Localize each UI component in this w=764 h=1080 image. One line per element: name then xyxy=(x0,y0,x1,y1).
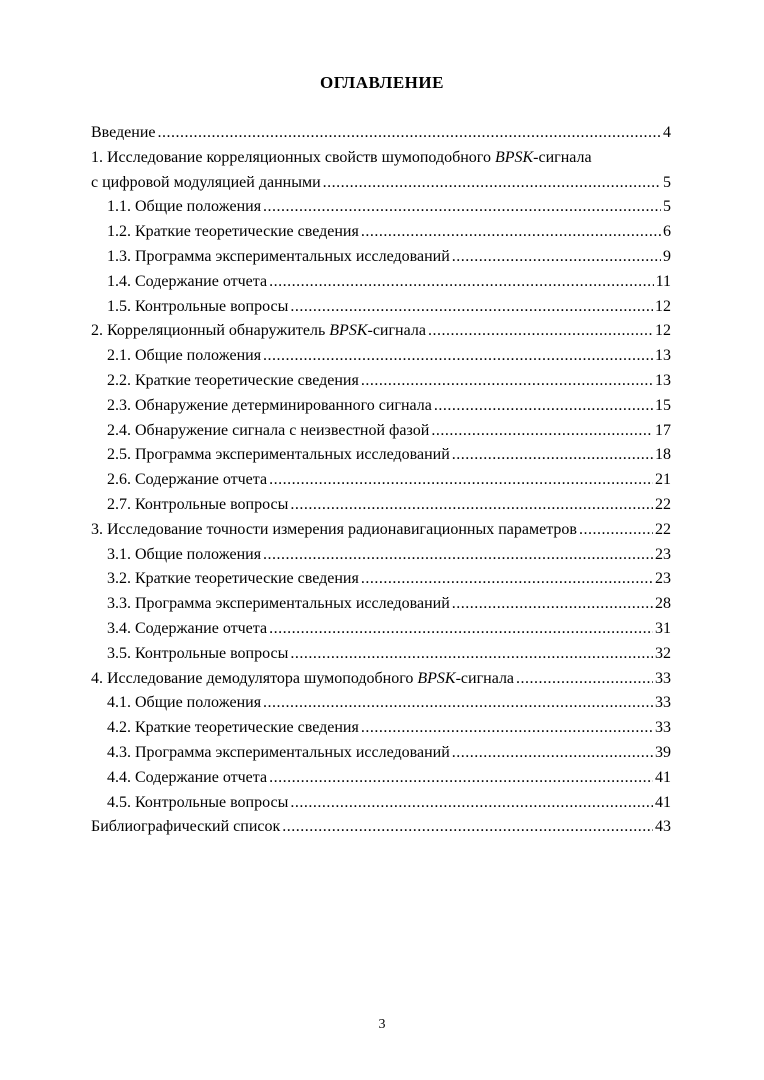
toc-entry-title xyxy=(107,543,261,568)
toc-entry[interactable] xyxy=(91,468,671,493)
toc-dot-leader xyxy=(269,617,653,642)
toc-entry-title-part: Введение xyxy=(91,124,156,141)
toc-entry-title-part: -сигнала xyxy=(455,669,515,687)
toc-entry-page: 22 xyxy=(655,520,671,538)
toc-entry[interactable] xyxy=(91,344,671,369)
toc-entry-page: 33 xyxy=(655,669,671,687)
toc-dot-leader xyxy=(290,642,653,667)
toc-entry-page: 22 xyxy=(655,495,671,513)
toc-entry-title-part: 3.3. Программа экспериментальных исследований xyxy=(107,595,450,613)
toc-dot-leader xyxy=(290,493,653,518)
toc-entry-page: 39 xyxy=(655,743,671,761)
toc-entry[interactable] xyxy=(91,394,671,419)
toc-entry[interactable] xyxy=(91,171,671,196)
toc-entry[interactable] xyxy=(91,195,671,220)
toc-dot-leader xyxy=(263,543,653,568)
toc-entry-page: 17 xyxy=(655,421,671,439)
toc-entry-title-part: 1.5. Контрольные вопросы xyxy=(107,297,289,315)
toc-entry-page: 12 xyxy=(655,322,671,340)
toc-entry-title xyxy=(107,493,288,518)
toc-entry-title xyxy=(107,270,267,295)
toc-entry-title-part: 2. Корреляционный обнаружитель xyxy=(91,322,330,340)
page-title: ОГЛАВЛЕНИЕ xyxy=(320,73,444,92)
toc-entry-page: 23 xyxy=(655,545,671,563)
toc-dot-leader xyxy=(452,741,653,766)
toc-entry[interactable] xyxy=(91,121,671,146)
toc-entry-title-part: 2.6. Содержание отчета xyxy=(107,471,268,489)
toc-entry-title xyxy=(107,617,267,642)
toc-entry-title xyxy=(107,419,429,444)
toc-dot-leader xyxy=(290,791,653,816)
toc-entry-title xyxy=(107,567,359,592)
toc-dot-leader xyxy=(361,220,661,245)
toc-entry-title-part: 1.1. Общие положения xyxy=(107,198,262,216)
toc-entry-title xyxy=(107,741,450,766)
toc-entry-title xyxy=(107,443,450,468)
toc-entry-title xyxy=(107,791,288,816)
toc-dot-leader xyxy=(282,815,653,840)
toc-entry-page: 6 xyxy=(663,223,671,241)
toc-entry-title xyxy=(107,691,261,716)
toc-entry-title-part: 2.1. Общие положения xyxy=(107,347,262,365)
toc-entry-title xyxy=(91,667,514,692)
toc-entry-page: 15 xyxy=(655,396,671,414)
toc-dot-leader xyxy=(452,245,661,270)
toc-entry[interactable] xyxy=(91,319,671,344)
toc-entry-title xyxy=(107,592,450,617)
toc-entry-page: 33 xyxy=(655,694,671,712)
toc-entry[interactable] xyxy=(91,220,671,245)
toc-entry-title-italic: BPSK xyxy=(494,148,534,166)
toc-entry-title-part: 4. Исследование демодулятора шумоподобного xyxy=(91,669,418,687)
toc-dot-leader xyxy=(158,121,662,146)
toc-entry-title xyxy=(107,369,359,394)
toc-entry[interactable] xyxy=(91,592,671,617)
toc-entry[interactable] xyxy=(91,716,671,741)
toc-entry-title-italic: BPSK xyxy=(417,669,456,687)
toc-dot-leader xyxy=(434,394,653,419)
toc-entry-page: 23 xyxy=(655,570,671,588)
toc-entry-page: 33 xyxy=(655,719,671,737)
toc-entry-title xyxy=(91,518,577,543)
toc-entry-title-part: 2.5. Программа экспериментальных исследований xyxy=(107,446,450,464)
toc-dot-leader xyxy=(361,567,653,592)
toc-entry-title xyxy=(91,815,280,840)
toc-dot-leader xyxy=(269,766,653,791)
toc-entry-title xyxy=(107,642,288,667)
toc-entry[interactable] xyxy=(91,270,671,295)
toc-entry-title-part: 2.4. Обнаружение сигнала с неизвестной фазой xyxy=(107,421,430,439)
toc-dot-leader xyxy=(361,369,653,394)
toc-dot-leader xyxy=(516,667,653,692)
toc-entry-title-part: 4.5. Контрольные вопросы xyxy=(107,793,289,811)
toc-entry-title xyxy=(91,149,592,166)
toc-entry-title xyxy=(91,171,321,196)
toc-entry[interactable] xyxy=(91,295,671,320)
toc-entry-title xyxy=(107,394,432,419)
toc-dot-leader xyxy=(428,319,653,344)
toc-entry[interactable] xyxy=(91,815,671,840)
toc-dot-leader xyxy=(452,443,653,468)
toc-entry-page: 31 xyxy=(655,619,671,637)
toc-dot-leader xyxy=(431,419,653,444)
toc-entry-title xyxy=(107,195,261,220)
toc-dot-leader xyxy=(269,270,654,295)
toc-entry-title-part: 3. Исследование точности измерения радионавигационных параметров xyxy=(91,520,577,538)
toc-entry-page: 5 xyxy=(663,173,671,191)
toc-entry[interactable] xyxy=(91,617,671,642)
page-number: 3 xyxy=(378,1017,386,1032)
toc-entry-title-part: 4.3. Программа экспериментальных исследований xyxy=(107,743,450,761)
toc-dot-leader xyxy=(263,691,653,716)
toc-entry-page: 32 xyxy=(655,644,671,662)
toc-entry-page: 13 xyxy=(655,371,671,389)
toc-dot-leader xyxy=(361,716,653,741)
toc-entry[interactable] xyxy=(91,493,671,518)
toc-entry-title-part: 3.2. Краткие теоретические сведения xyxy=(107,570,359,588)
toc-entry[interactable] xyxy=(91,443,671,468)
toc-entry-page: 41 xyxy=(655,793,671,811)
toc-entry-title xyxy=(107,295,288,320)
toc-entry-title xyxy=(107,220,359,245)
toc-dot-leader xyxy=(263,195,661,220)
toc-dot-leader xyxy=(452,592,653,617)
toc-dot-leader xyxy=(323,171,661,196)
toc-entry[interactable] xyxy=(91,741,671,766)
toc-entry-title xyxy=(107,344,261,369)
toc-entry[interactable] xyxy=(91,146,671,171)
toc-entry-page: 18 xyxy=(655,446,671,464)
toc-entry[interactable] xyxy=(91,667,671,692)
toc-entry-page: 28 xyxy=(655,595,671,613)
toc-entry-page: 41 xyxy=(655,768,671,786)
toc-entry-title xyxy=(107,245,450,270)
toc-entry-title-part: -сигнала xyxy=(533,148,592,166)
toc-entry[interactable] xyxy=(91,245,671,270)
toc-dot-leader xyxy=(579,518,653,543)
toc-entry-title xyxy=(91,121,156,146)
toc-entry-title-part: 4.4. Содержание отчета xyxy=(107,768,268,786)
toc-entry[interactable] xyxy=(91,791,671,816)
toc-entry-page: 4 xyxy=(663,124,671,141)
toc-dot-leader xyxy=(290,295,653,320)
toc-entry-title-part: 3.1. Общие положения xyxy=(107,545,262,563)
toc-entry-title-italic: BPSK xyxy=(329,322,368,340)
toc-entry-title-part: 3.4. Содержание отчета xyxy=(107,619,268,637)
toc-entry-title-part: 3.5. Контрольные вопросы xyxy=(107,644,289,662)
toc-entry[interactable] xyxy=(91,543,671,568)
toc-entry-title-part: 1.4. Содержание отчета xyxy=(107,272,268,290)
toc-entry-page: 43 xyxy=(655,818,671,836)
toc-entry-page: 21 xyxy=(655,471,671,489)
toc-entry-page: 5 xyxy=(663,198,671,216)
toc-entry-title xyxy=(107,766,267,791)
toc-entry-title xyxy=(107,468,267,493)
toc-entry-title-part: -сигнала xyxy=(367,322,426,340)
toc-entry-title-part: 4.1. Общие положения xyxy=(107,694,262,712)
toc-entry[interactable] xyxy=(91,567,671,592)
toc-entry-title-part: 1.2. Краткие теоретические сведения xyxy=(107,223,359,241)
toc-entry-page: 11 xyxy=(655,272,671,290)
toc-entry-page: 12 xyxy=(655,297,671,315)
toc-entry[interactable] xyxy=(91,642,671,667)
toc-entry[interactable] xyxy=(91,419,671,444)
toc-entry-title-part: 2.3. Обнаружение детерминированного сигнала xyxy=(107,396,432,414)
toc-entry-title-part: Библиографический список xyxy=(91,818,281,836)
toc-entry-title-part: 2.7. Контрольные вопросы xyxy=(107,495,289,513)
toc-entry-page: 13 xyxy=(655,347,671,365)
toc-entry-title-part: 4.2. Краткие теоретические сведения xyxy=(107,719,359,737)
toc-entry-title-part: 1.3. Программа экспериментальных исследований xyxy=(107,247,450,265)
toc-entry-title-part: с цифровой модуляцией данными xyxy=(91,173,321,191)
toc-entry-title-part: 1. Исследование корреляционных свойств шумоподобного xyxy=(91,148,495,166)
toc-entry[interactable] xyxy=(91,369,671,394)
toc-entry[interactable] xyxy=(91,691,671,716)
table-of-contents xyxy=(91,121,671,840)
toc-entry[interactable] xyxy=(91,766,671,791)
toc-entry-title-part: 2.2. Краткие теоретические сведения xyxy=(107,371,359,389)
toc-dot-leader xyxy=(269,468,653,493)
toc-entry-title xyxy=(91,319,426,344)
toc-entry[interactable] xyxy=(91,518,671,543)
toc-entry-page: 9 xyxy=(663,247,671,265)
toc-entry-title xyxy=(107,716,359,741)
toc-dot-leader xyxy=(263,344,653,369)
